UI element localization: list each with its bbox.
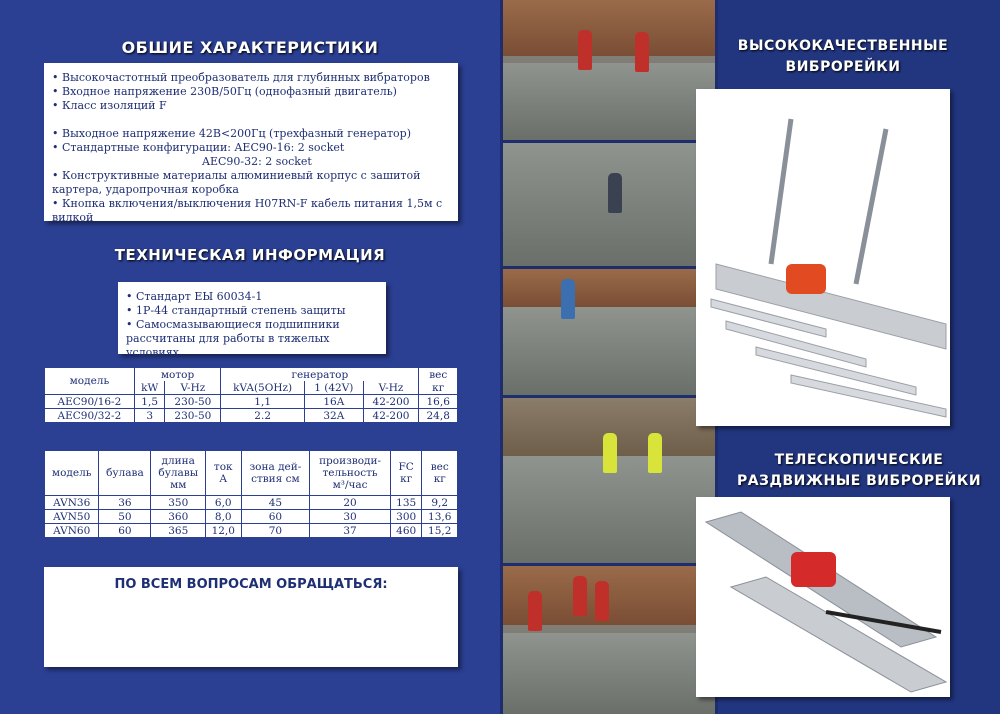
right-title-2-line1: ТЕЛЕСКОПИЧЕСКИЕ bbox=[774, 452, 944, 468]
table-cell: 16,6 bbox=[419, 395, 458, 409]
table-cell: 350 bbox=[151, 496, 206, 510]
table-cell: 16A bbox=[305, 395, 364, 409]
table-cell: 135 bbox=[390, 496, 422, 510]
table-cell: 42-200 bbox=[363, 395, 419, 409]
table-row bbox=[45, 409, 458, 423]
table-header: длина булавы мм bbox=[151, 451, 206, 496]
table-cell: 460 bbox=[390, 524, 422, 538]
tech-list bbox=[118, 282, 386, 366]
table-cell: 32A bbox=[305, 409, 364, 423]
table-cell: AVN36 bbox=[45, 496, 99, 510]
inverter-table bbox=[44, 367, 458, 423]
photo-5 bbox=[503, 566, 715, 714]
contact-box bbox=[44, 567, 458, 667]
list-item: • Класс изоляций F bbox=[52, 99, 167, 112]
h-vhz: V-Hz bbox=[165, 381, 221, 395]
table-cell: 70 bbox=[241, 524, 310, 538]
table-cell: AEC90/16-2 bbox=[45, 395, 135, 409]
table-header: ток А bbox=[206, 451, 241, 496]
table-cell: AVN50 bbox=[45, 510, 99, 524]
right-title-1-line2: ВИБРОРЕЙКИ bbox=[785, 59, 901, 75]
table-row bbox=[45, 524, 458, 538]
h-42v: 1 (42V) bbox=[305, 381, 364, 395]
table-cell: 1,1 bbox=[221, 395, 305, 409]
list-item: • Высокочастотный преобразователь для глубинных вибраторов bbox=[52, 71, 430, 84]
table-row bbox=[45, 496, 458, 510]
contact-title: ПО ВСЕМ ВОПРОСАМ ОБРАЩАТЬСЯ: bbox=[114, 577, 388, 592]
tech-title: ТЕХНИЧЕСКАЯ ИНФОРМАЦИЯ bbox=[114, 246, 386, 264]
table-cell: 2.2 bbox=[221, 409, 305, 423]
list-item: AEC90-32: 2 socket bbox=[202, 155, 312, 168]
screed-product-box bbox=[696, 89, 950, 426]
table-row bbox=[45, 395, 458, 409]
list-item: • Стандарт ЕЫ 60034-1 bbox=[126, 290, 263, 303]
table-cell: 50 bbox=[99, 510, 151, 524]
table-cell: 3 bbox=[134, 409, 165, 423]
table-header: булава bbox=[99, 451, 151, 496]
right-title-1-line1: ВЫСОКОКАЧЕСТВЕННЫЕ bbox=[737, 38, 949, 54]
telescopic-illustration bbox=[696, 497, 950, 697]
h-motor: мотор bbox=[134, 368, 220, 382]
table-cell: 230-50 bbox=[165, 409, 221, 423]
h-vhz2: V-Hz bbox=[363, 381, 419, 395]
general-title: ОБШИЕ ХАРАКТЕРИСТИКИ bbox=[121, 38, 379, 57]
list-item: • Входное напряжение 230В/50Гц (однофазный двигатель) bbox=[52, 85, 397, 98]
right-title-2 bbox=[718, 450, 1000, 492]
table-cell: 37 bbox=[310, 524, 391, 538]
table-cell: 365 bbox=[151, 524, 206, 538]
table-cell: 36 bbox=[99, 496, 151, 510]
table-cell: 13,6 bbox=[422, 510, 458, 524]
table-cell: 60 bbox=[241, 510, 310, 524]
table-cell: 42-200 bbox=[363, 409, 419, 423]
table-cell: 9,2 bbox=[422, 496, 458, 510]
vibrator-table bbox=[44, 450, 458, 538]
right-title-1 bbox=[718, 36, 968, 78]
photo-2 bbox=[503, 143, 715, 266]
list-item: • Кнопка включения/выключения H07RN-F кабель питания 1,5м с вилкой bbox=[52, 197, 443, 224]
list-item: • Конструктивные материалы алюминиевый корпус с зашитой картера, ударопрочная коробка bbox=[52, 169, 421, 196]
list-item: • 1Р-44 стандартный степень защиты bbox=[126, 304, 346, 317]
table-cell: 6,0 bbox=[206, 496, 241, 510]
table-cell: 360 bbox=[151, 510, 206, 524]
h-kg: кг bbox=[419, 381, 458, 395]
right-title-2-line2: РАЗДВИЖНЫЕ ВИБРОРЕЙКИ bbox=[736, 473, 982, 489]
h-weight: вес bbox=[419, 368, 458, 382]
table-cell: AVN60 bbox=[45, 524, 99, 538]
list-item: • Стандартные конфигурации: AEC90-16: 2 socket bbox=[52, 141, 345, 154]
table-cell: 24,8 bbox=[419, 409, 458, 423]
table-header: вес кг bbox=[422, 451, 458, 496]
list-item bbox=[52, 113, 450, 127]
photo-1 bbox=[503, 0, 715, 140]
photo-3 bbox=[503, 269, 715, 395]
h-kva: kVA(5OHz) bbox=[221, 381, 305, 395]
table-cell: 12,0 bbox=[206, 524, 241, 538]
h-model: модель bbox=[45, 368, 135, 395]
telescopic-product-box bbox=[696, 497, 950, 697]
list-item: • Самосмазывающиеся подшипники рассчитаны для работы в тяжелых условиях bbox=[126, 318, 340, 359]
list-item: • Выходное напряжение 42В<200Гц (трехфазный генератор) bbox=[52, 127, 411, 140]
table-header: FC кг bbox=[390, 451, 422, 496]
table-cell: 60 bbox=[99, 524, 151, 538]
h-kw: kW bbox=[134, 381, 165, 395]
table-cell: 30 bbox=[310, 510, 391, 524]
table-cell: AEC90/32-2 bbox=[45, 409, 135, 423]
table-cell: 8,0 bbox=[206, 510, 241, 524]
table-header: производи- тельность м³/час bbox=[310, 451, 391, 496]
general-list bbox=[44, 63, 458, 231]
table-cell: 15,2 bbox=[422, 524, 458, 538]
h-gen: генератор bbox=[221, 368, 419, 382]
photo-4 bbox=[503, 398, 715, 563]
tech-box bbox=[118, 282, 386, 359]
table-cell: 20 bbox=[310, 496, 391, 510]
table-cell: 1,5 bbox=[134, 395, 165, 409]
table-header: зона дей- ствия см bbox=[241, 451, 310, 496]
table-row bbox=[45, 510, 458, 524]
screed-illustration bbox=[696, 89, 950, 426]
table-cell: 45 bbox=[241, 496, 310, 510]
table-cell: 230-50 bbox=[165, 395, 221, 409]
table-header: модель bbox=[45, 451, 99, 496]
table-cell: 300 bbox=[390, 510, 422, 524]
general-box bbox=[44, 63, 458, 224]
